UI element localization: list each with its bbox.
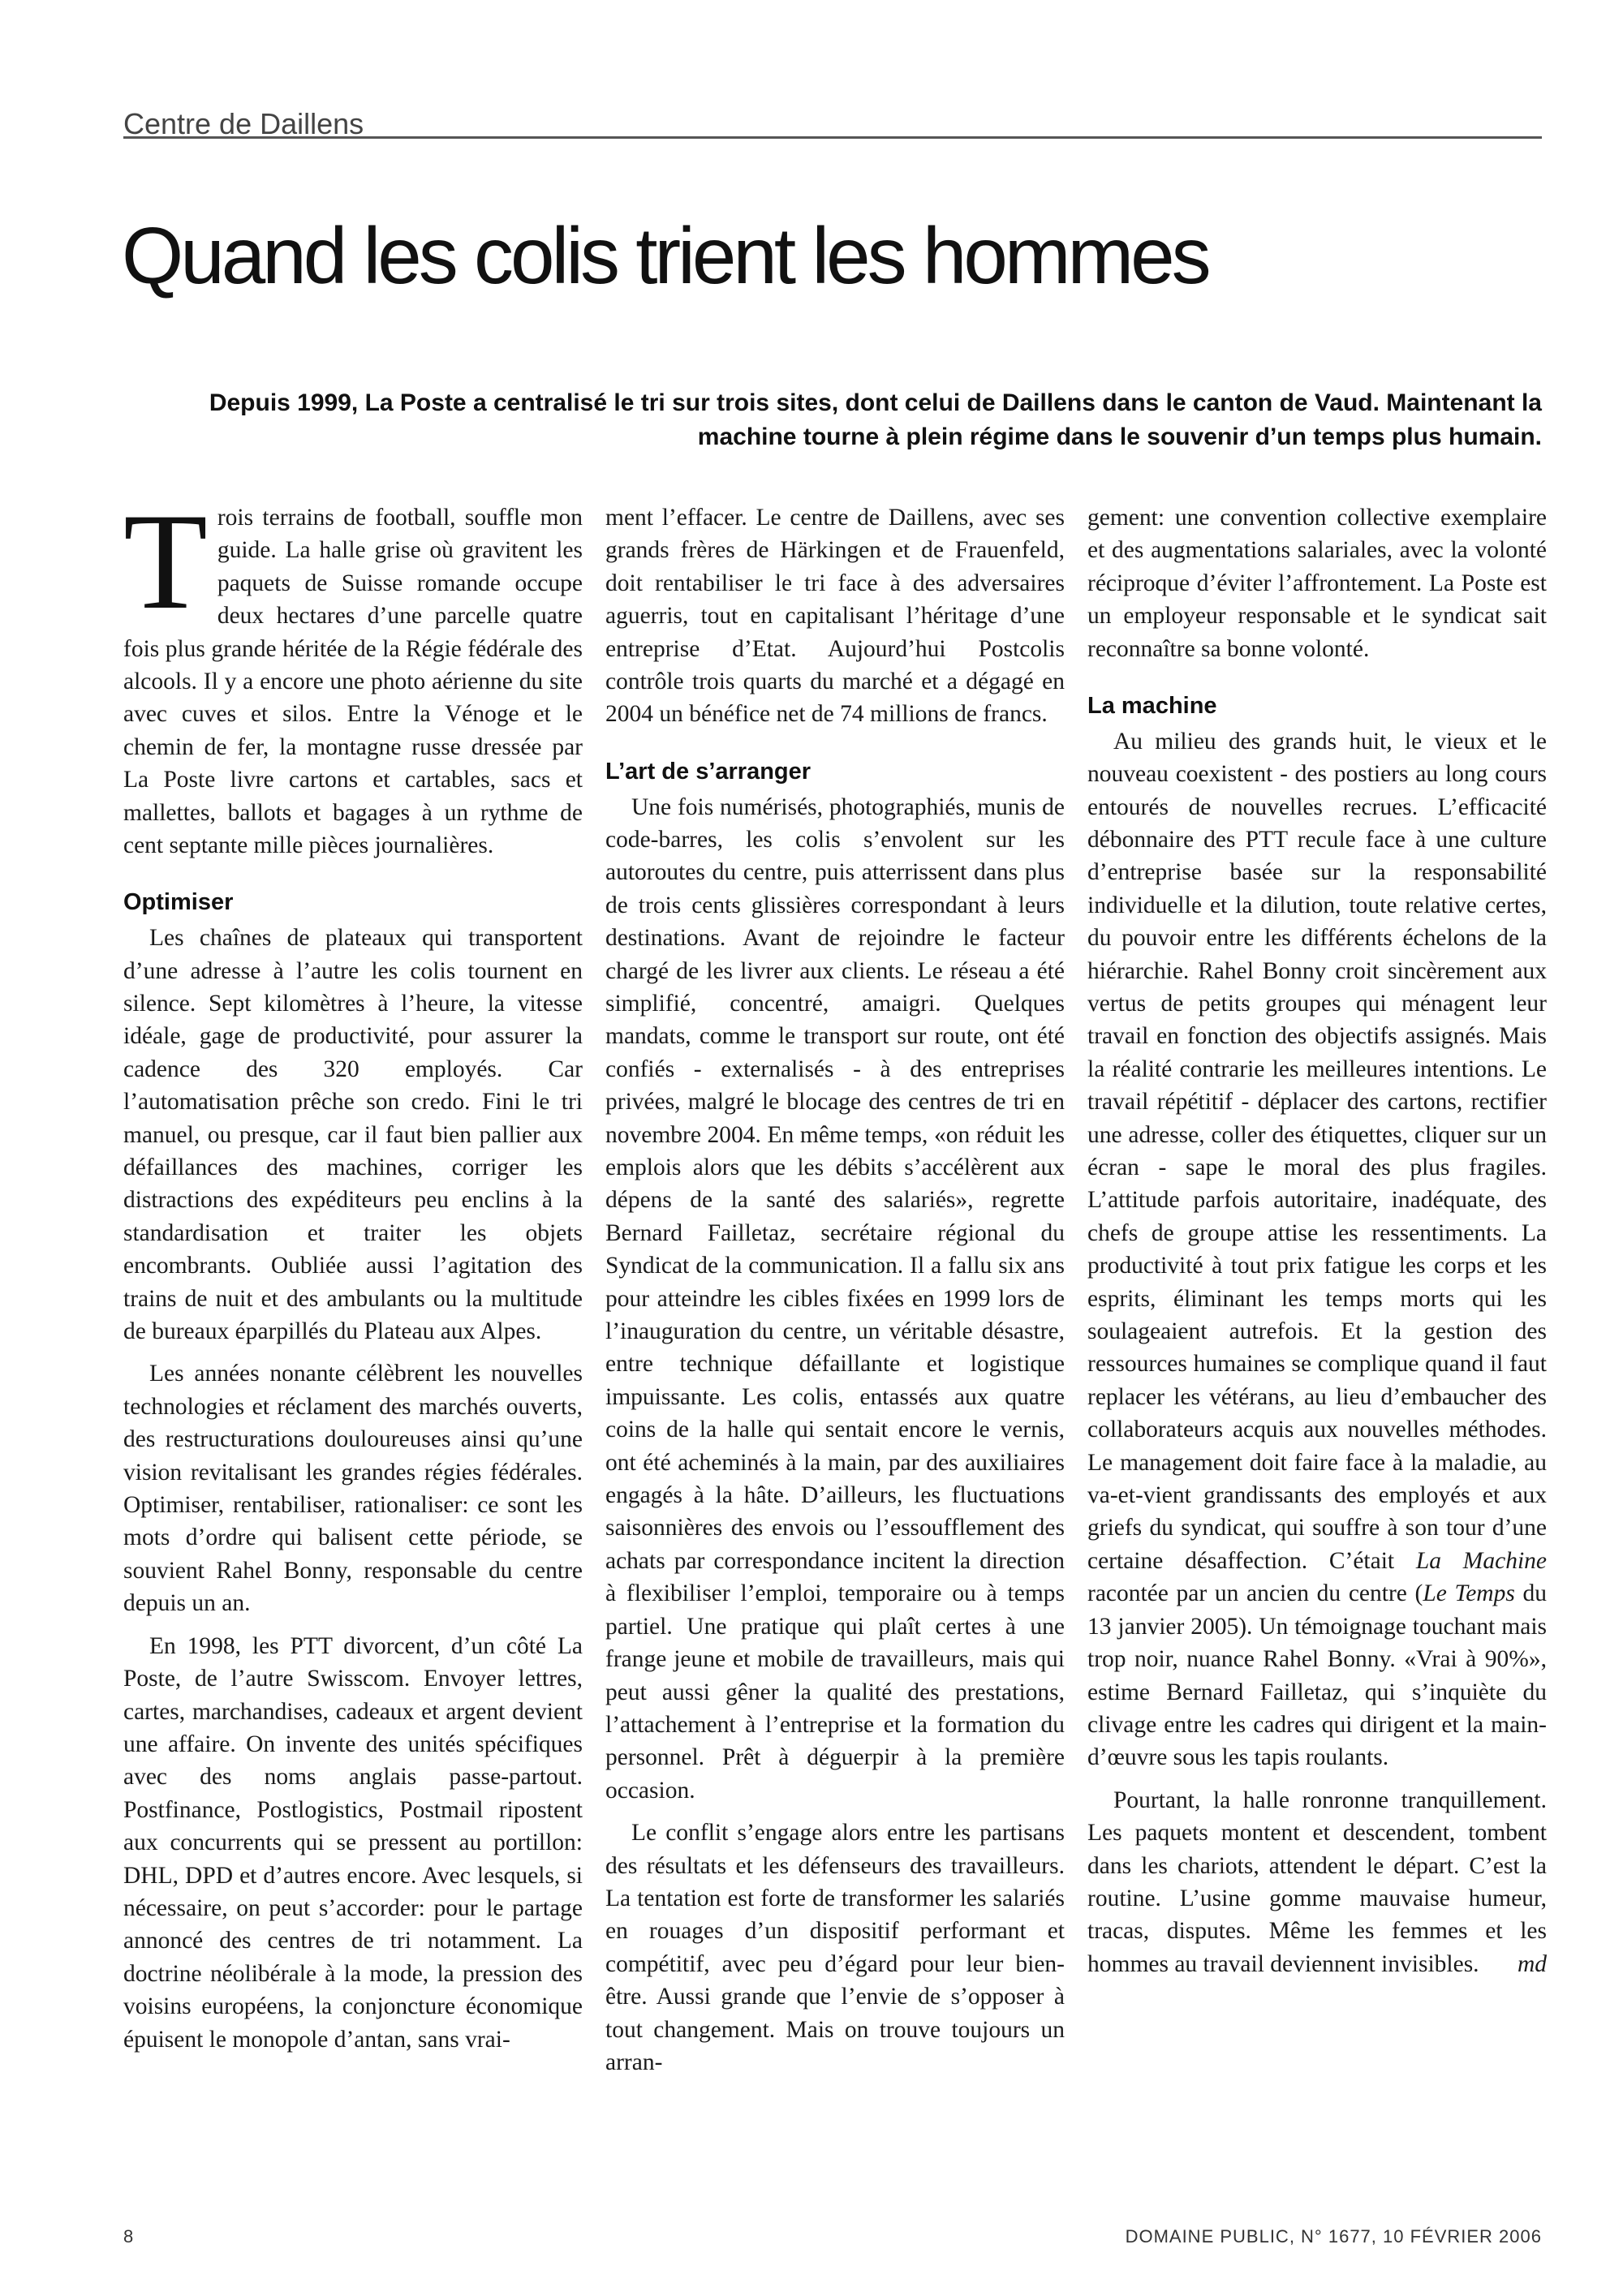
paragraph-text: Au milieu des grands huit, le vieux et le nouveau coexistent - des postiers au long cours entourés de nouvelles recrues. L’efficacité débonnaire des PTT recule face à une culture d’entreprise basée sur la responsabilité individuelle et la dilution, toute relative certes, du pouvoir entre les différents échelons de la hiérarchie. Rahel Bonny croit sincèrement aux vertus de petits groupes qui ménagent leur travail en fonction des objectifs assignés. Mais la réalité contrarie les meilleures intentions. Le travail répétitif - déplacer des cartons, rectifier une adresse, coller des étiquettes, cliquer sur un écran - sape le moral des plus fragiles. L’attitude parfois autoritaire, inadéquate, des chefs de groupe attise les ressentiments. La productivité à tout prix fatigue les corps et les esprits, éliminant les temps morts qui les soulageaient autrefois. Et la gestion des ressources humaines se complique quand il faut replacer les vétérans, au lieu d’embaucher des collaborateurs acquis aux nouvelles méthodes. Le management doit faire face à la maladie, au va-et-vient grandissants des employés et aux griefs du syndicat, qui souffre à son tour d’une certaine désaffection. C’était [1087, 728, 1547, 1574]
subheading-la-machine: La machine [1087, 693, 1217, 720]
publication-info: DOMAINE PUBLIC, N° 1677, 10 FÉVRIER 2006 [1125, 2226, 1542, 2247]
page-number: 8 [123, 2226, 134, 2247]
paragraph: gement: une convention collective exemplaire et des augmentations salariales, avec la volonté réciproque d’éviter l’affrontement. La Poste est un employeur responsable et le syndicat sait reconnaître sa bonne volonté. [1087, 505, 1547, 662]
section-name: Centre de Daillens [123, 107, 364, 140]
article-title: Quand les colis trient les hommes [122, 211, 1208, 300]
drop-cap: T [123, 485, 208, 638]
paragraph-text: racontée par un ancien du centre ( [1087, 1580, 1423, 1607]
paragraph: Le conflit s’engage alors entre les partisans des résultats et les défenseurs des travailleurs. La tentation est forte de transformer les salariés en rouages d’un dispositif performant et compétitif, avec peu d’égard pour leur bien-être. Aussi grande que l’envie de s’opposer à tout changement. Mais on trouve toujours un arran- [605, 1820, 1065, 2075]
column-2 [605, 501, 1065, 2079]
italic-title: Le Temps [1423, 1580, 1515, 1607]
column-3 [1087, 501, 1547, 1980]
subheading-art-de-s-arranger: L’art de s’arranger [605, 758, 812, 785]
article-lead: Depuis 1999, La Poste a centralisé le tri sur trois sites, dont celui de Daillens dans le canton de Vaud. Maintenant la machine tourne à plein régime dans le souvenir d’un temps plus humain. [209, 389, 1542, 450]
column-1 [123, 485, 583, 2056]
subheading-optimiser: Optimiser [123, 889, 234, 916]
paragraph [1087, 725, 1547, 1774]
paragraph [1087, 1784, 1547, 1980]
paragraph [123, 485, 583, 862]
paragraph-text: rois terrains de football, souffle mon guide. La halle grise où gravitent les paquets de Suisse romande occupe deux hectares d’une parcelle quatre fois plus grande héritée de la Régie fédérale des alcools. Il y a encore une photo aérienne du site avec cuves et silos. Entre la Vénoge et le chemin de fer, la montagne russe dressée par La Poste livre cartons et cartables, sacs et mallettes, ballots et bagages à un rythme de cent septante mille pièces journalières. [123, 505, 583, 859]
paragraph-text: Pourtant, la halle ronronne tranquillement. Les paquets montent et descendent, tombent dans les chariots, attendent le départ. C’est la routine. L’usine gomme mauvaise humeur, tracas, disputes. Même les femmes et les hommes au travail deviennent invisibles. [1087, 1786, 1547, 1977]
paragraph: En 1998, les PTT divorcent, d’un côté La Poste, de l’autre Swisscom. Envoyer lettres, cartes, marchandises, cadeaux et argent devient une affaire. On invente des unités spécifiques avec des noms anglais passe-partout. Postfinance, Postlogistics, Postmail ripostent aux concurrents qui se pressent au portillon: DHL, DPD et d’autres encore. Avec lesquels, si nécessaire, on peut s’accorder: pour le partage annoncé des centres de tri notamment. La doctrine néolibérale à la mode, la pression des voisins européens, la conjoncture économique épuisent le monopole d’antan, sans vrai- [123, 1632, 583, 2053]
paragraph: Une fois numérisés, photographiés, munis de code-barres, les colis s’envolent sur les autoroutes du centre, puis atterrissent dans plus de trois cents glissières correspondant à leurs destinations. Avant de rejoindre le facteur chargé de les livrer aux clients. Le réseau a été simplifié, concentré, amaigri. Quelques mandats, comme le transport sur route, ont été confiés - externalisés - à des entreprises privées, malgré le blocage des centres de tri en novembre 2004. En même temps, «on réduit les emplois alors que les débits s’accélèrent aux dépens de la santé des salariés», regrette Bernard Failletaz, secrétaire régional du Syndicat de la communication. Il a fallu six ans pour atteindre les cibles fixées en 1999 lors de l’inauguration du centre, un véritable désastre, entre technique défaillante et logistique impuissante. Les colis, entassés aux quatre coins de la halle qui sentait encore le vernis, ont été acheminés à la main, par des auxiliaires engagés à la hâte. D’ailleurs, les fluctuations saisonnières des envois ou l’essoufflement des achats par correspondance incitent la direction à flexibiliser l’emploi, temporaire ou à temps partiel. Une pratique qui plaît certes à une frange jeune et mobile de travailleurs, mais qui peut aussi gêner la qualité des prestations, l’attachement à l’entreprise et la formation du personnel. Prêt à déguerpir à la première occasion. [605, 793, 1065, 1804]
paragraph: Les chaînes de plateaux qui transportent d’une adresse à l’autre les colis tournent en silence. Sept kilomètres à l’heure, la vitesse idéale, gage de productivité, pour assurer la cadence des 320 employés. Car l’automatisation prêche son credo. Fini le tri manuel, ou presque, car il faut bien pallier aux défaillances des machines, corriger les distractions des expéditeurs peu enclins à la standardisation et traiter les objets encombrants. Oubliée aussi l’agitation des trains de nuit et des ambulants ou la multitude de bureaux éparpillés du Plateau aux Alpes. [123, 925, 583, 1345]
paragraph-text: du 13 janvier 2005). Un témoignage touchant mais trop noir, nuance Rahel Bonny. «Vrai à 90%», estime Bernard Failletaz, qui s’inquiète du clivage entre les cadres qui dirigent et la main-d’œuvre sous les tapis roulants. [1087, 1580, 1547, 1771]
paragraph: ment l’effacer. Le centre de Daillens, avec ses grands frères de Härkingen et de Frauenfeld, doit rentabiliser le tri face à des adversaires aguerris, tout en capitalisant l’héritage d’une entreprise d’Etat. Aujourd’hui Postcolis contrôle trois quarts du marché et a dégagé en 2004 un bénéfice net de 74 millions de francs. [605, 505, 1065, 728]
italic-title: La Machine [1415, 1547, 1547, 1574]
paragraph: Les années nonante célèbrent les nouvelles technologies et réclament des marchés ouverts, des restructurations douloureuses ainsi qu’une vision revitalisant les grandes régies fédérales. Optimiser, rentabiliser, rationaliser: ce sont les mots d’ordre qui balisent cette période, se souvient Rahel Bonny, responsable du centre depuis un an. [123, 1361, 583, 1617]
section-label [123, 104, 1542, 139]
author-signature: md [1517, 1950, 1547, 1977]
